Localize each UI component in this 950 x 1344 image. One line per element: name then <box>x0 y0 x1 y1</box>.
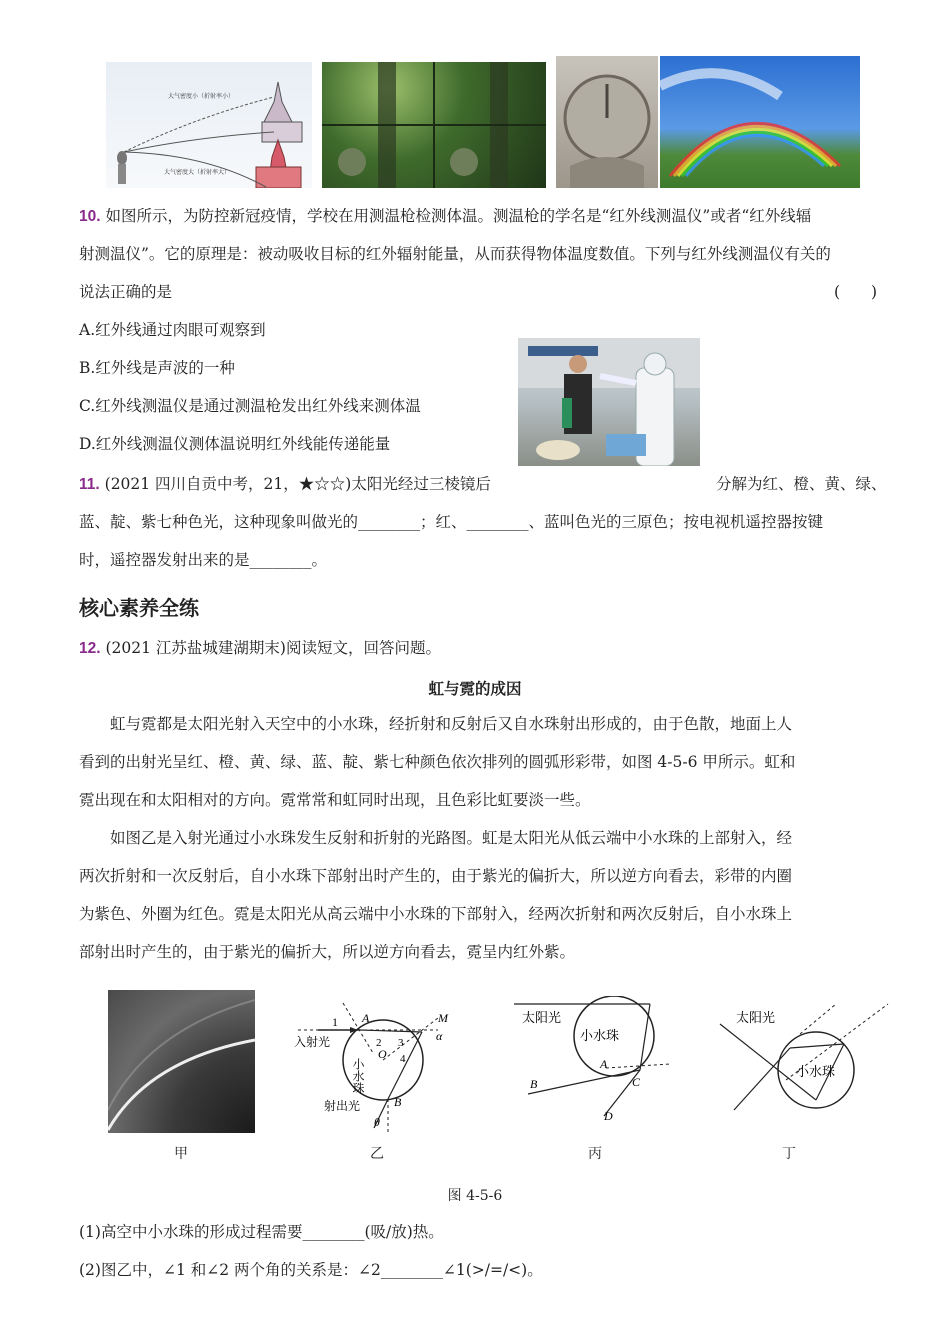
yi-water-drop-label: 小水珠 <box>351 1058 365 1094</box>
article-p1-line: 虹与霓都是太阳光射入天空中的小水珠，经折射和反射后又自水珠射出形成的，由于色散，地面上人 <box>79 715 793 733</box>
yi-point-B: B <box>394 1095 402 1109</box>
figure-yi-diagram <box>288 998 468 1138</box>
figure-caption: 图 4-5-6 <box>447 1188 503 1204</box>
figure-jia-rainbow-photo <box>108 990 255 1133</box>
yi-angle-theta: θ <box>374 1115 380 1129</box>
bing-point-D: D <box>604 1109 613 1123</box>
yi-angle-alpha: α <box>436 1029 443 1043</box>
q11-number: 11. <box>79 476 100 493</box>
figure-label-ding: 丁 <box>782 1146 796 1162</box>
sprinkler-rainbow-photo <box>660 56 860 188</box>
yi-angle-4: 4 <box>400 1053 406 1065</box>
q10-option-b: B.红外线是声波的一种 <box>79 359 235 377</box>
q12-number: 12. <box>79 640 101 657</box>
figure-label-jia: 甲 <box>174 1146 188 1162</box>
yi-angle-2: 2 <box>376 1037 382 1049</box>
article-title: 虹与霓的成因 <box>428 680 522 698</box>
sundial-photo <box>556 56 658 188</box>
temperature-check-photo <box>518 338 700 466</box>
yi-incident-light-label: 入射光 <box>294 1035 331 1049</box>
article-paragraph-1 <box>79 705 887 819</box>
q10-line3: 说法正确的是 <box>79 283 173 301</box>
q10-line1 <box>79 206 811 227</box>
q12-subquestion-1: (1)高空中小水珠的形成过程需要________(吸/放)热。 <box>79 1223 444 1241</box>
q10-option-a: A.红外线通过肉眼可观察到 <box>79 321 266 339</box>
bing-sunlight-label: 太阳光 <box>522 1010 562 1025</box>
article-p1-line: 看到的出射光呈红、橙、黄、绿、蓝、靛、紫七种颜色依次排列的圆弧形彩带，如图 4-5-6 甲所示。虹和 <box>79 753 796 771</box>
q12-subquestion-2: (2)图乙中，∠1 和∠2 两个角的关系是：∠2________∠1(>/=/<)。 <box>79 1261 543 1279</box>
yi-center-O: O <box>378 1047 387 1061</box>
q10-line2: 射测温仪”。它的原理是：被动吸收目标的红外辐射能量，从而获得物体温度数值。下列与红外线测温仪有关的 <box>79 245 831 263</box>
mirage-label-top: 大气密度小（折射率小） <box>168 94 235 100</box>
article-p1-line: 霓出现在和太阳相对的方向。霓常常和虹同时出现，且色彩比虹要淡一些。 <box>79 791 591 809</box>
section-heading: 核心素养全练 <box>79 596 199 620</box>
q11-text-line1b: 分解为红、橙、黄、绿、 <box>716 475 887 493</box>
bing-water-drop-label: 小水珠 <box>580 1028 620 1043</box>
q11-line1 <box>79 474 491 495</box>
yi-angle-3: 3 <box>398 1037 404 1049</box>
article-p2-line: 为紫色、外圈为红色。霓是太阳光从高云端中小水珠的下部射入，经两次折射和两次反射后，自小水珠上 <box>79 905 793 923</box>
forest-light-photo <box>322 62 546 188</box>
yi-outgoing-light-label: 射出光 <box>324 1099 361 1113</box>
article-p2-line: 两次折射和一次反射后，自小水珠下部射出时产生的，由于紫光的偏折大，所以逆方向看去，彩带的内圈 <box>79 867 793 885</box>
figure-label-yi: 乙 <box>370 1146 384 1162</box>
q11-line2: 蓝、靛、紫七种色光，这种现象叫做光的________；红、________、蓝叫色光的三原色；按电视机遥控器按键 <box>79 513 824 531</box>
q10-number: 10. <box>79 208 101 225</box>
figure-bing-diagram <box>510 996 690 1126</box>
mirage-label-bottom: 大气密度大（折射率大） <box>164 170 231 176</box>
ding-sunlight-label: 太阳光 <box>736 1010 776 1025</box>
q11-line3: 时，遥控器发射出来的是________。 <box>79 551 328 569</box>
figure-label-bing: 丙 <box>588 1146 602 1162</box>
q11-text-line1a: (2021 四川自贡中考，21，★☆☆)太阳光经过三棱镜后 <box>104 475 491 493</box>
q10-option-d: D.红外线测温仪测体温说明红外线能传递能量 <box>79 435 391 453</box>
q10-answer-bracket: ( ) <box>834 283 878 301</box>
q10-option-c: C.红外线测温仪是通过测温枪发出红外线来测体温 <box>79 397 421 415</box>
mirage-illustration <box>106 62 312 188</box>
figure-ding-diagram <box>716 1000 896 1124</box>
article-p2-line: 部射出时产生的，由于紫光的偏折大，所以逆方向看去，霓呈内红外紫。 <box>79 943 576 961</box>
q10-text-line1: 如图所示，为防控新冠疫情，学校在用测温枪检测体温。测温枪的学名是“红外线测温仪”或者“红外线辐 <box>105 207 812 225</box>
q12-intro: (2021 江苏盐城建湖期末)阅读短文，回答问题。 <box>105 639 441 657</box>
yi-point-A: A <box>362 1011 370 1025</box>
ding-water-drop-label: 小水珠 <box>796 1064 836 1079</box>
yi-point-M: M <box>438 1011 448 1025</box>
bing-point-C: C <box>632 1075 641 1089</box>
bing-point-B: B <box>530 1077 538 1091</box>
article-paragraph-2 <box>79 819 887 971</box>
bing-point-A: A <box>600 1057 608 1071</box>
article-p2-line: 如图乙是入射光通过小水珠发生反射和折射的光路图。虹是太阳光从低云端中小水珠的上部射入，经 <box>79 829 793 847</box>
yi-angle-1: 1 <box>332 1015 338 1029</box>
q12-line1 <box>79 638 441 659</box>
